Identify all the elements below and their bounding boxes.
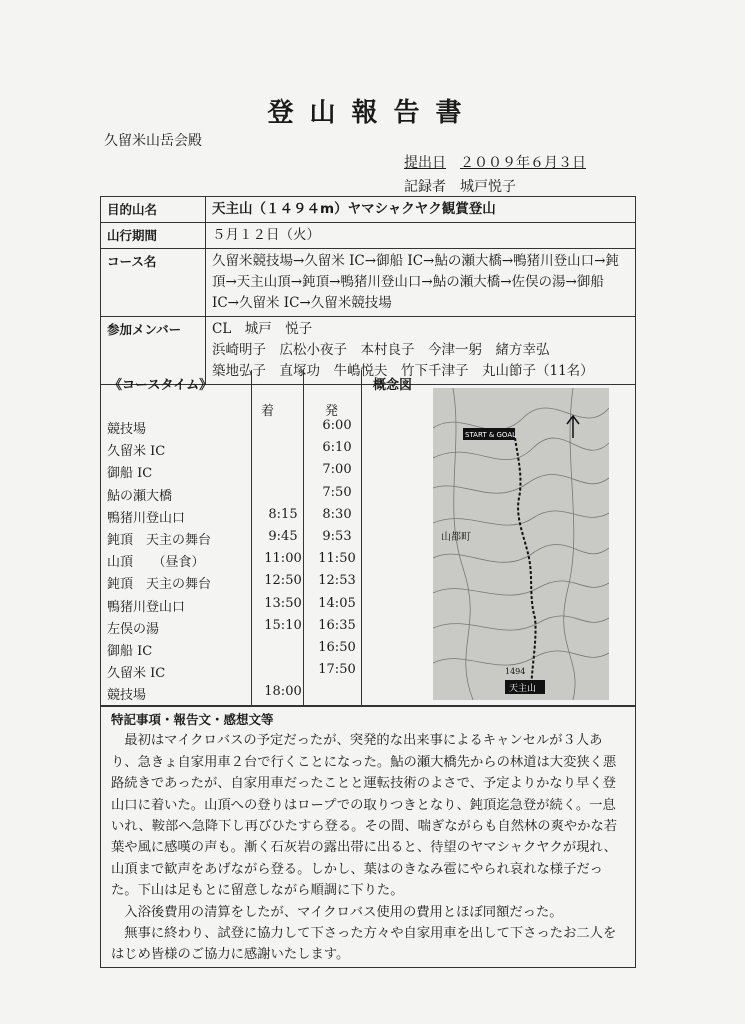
depart-time: 12:53 bbox=[318, 573, 356, 589]
route-map bbox=[433, 388, 609, 700]
page-title: 登山報告書 bbox=[267, 98, 478, 128]
start-label: START & GOAL bbox=[465, 431, 517, 439]
course-time-row bbox=[107, 529, 357, 551]
recorder-name: 城戸悦子 bbox=[460, 179, 516, 195]
depart-time: 7:50 bbox=[322, 484, 352, 500]
period-label: 山行期間 bbox=[101, 223, 206, 249]
submission-date bbox=[404, 152, 600, 172]
period-row bbox=[101, 223, 636, 249]
depart-time: 6:10 bbox=[322, 440, 352, 456]
depart-time: 16:35 bbox=[318, 617, 356, 633]
members-label: 参加メンバー bbox=[101, 317, 206, 385]
depart-time: 17:50 bbox=[318, 662, 356, 678]
depart-time: 7:00 bbox=[322, 462, 352, 478]
course-time-row bbox=[107, 684, 357, 706]
course-time-row bbox=[107, 485, 357, 507]
notes-paragraph: 最初はマイクロバスの予定だったが、突発的な出来事によるキャンセルが３人あり、急きょ自家用車２台で行くことになった。鮎の瀬大橋先からの林道は大変狭く悪路続きであったが、自家用車だったことと運転技術のよさで、予定よりかなり早く登山口に着いた。山頂への登りはロープでの取りつきとなり、鈍頂迄急登が続く。一息いれ、鞍部へ急降下し再びひたすら登る。その間、喘ぎながらも自然林の爽やかな若葉や風に感嘆の声も。漸く石灰岩の露出帯に出ると、待望のヤマシャクヤクが現れ、山頂まで歓声をあげながら登る。しかし、葉はのきなみ雹にやられ哀れな様子だった。下山は足もとに留意しながら順調に下りた。 bbox=[111, 733, 618, 899]
stop-name: 久留米 IC bbox=[107, 444, 166, 460]
arrive-time: 11:00 bbox=[264, 551, 302, 567]
notes-paragraph: 入浴後費用の清算をしたが、マイクロバス使用の費用とほぼ同額だった。 bbox=[124, 904, 563, 920]
arrive-time: 9:45 bbox=[268, 529, 298, 544]
arrive-time: 8:15 bbox=[268, 506, 298, 522]
stop-name: 左俣の湯 bbox=[107, 621, 160, 637]
course-time-row bbox=[107, 596, 357, 618]
course-time-row bbox=[107, 618, 357, 640]
members-line: CL 城戸 悦子 bbox=[212, 321, 313, 337]
map-label: 概念図 bbox=[373, 378, 413, 393]
peak-label: 天主山 bbox=[509, 684, 537, 694]
course-row bbox=[101, 249, 636, 317]
mountain-label: 目的山名 bbox=[101, 197, 206, 223]
members-line: 浜崎明子 広松小夜子 本村良子 今津一躬 緒方幸弘 bbox=[212, 342, 550, 358]
depart-header: 発 bbox=[325, 404, 339, 419]
notes-title: 特記事項・報告文・感想文等 bbox=[111, 712, 274, 727]
arrive-time: 18:00 bbox=[264, 684, 302, 700]
stop-name: 鮎の瀬大橋 bbox=[107, 488, 173, 504]
course-time-row bbox=[107, 662, 357, 684]
submitted-label: 提出日 bbox=[404, 155, 446, 171]
recorder bbox=[404, 176, 530, 196]
course-time-row bbox=[107, 551, 357, 573]
stop-name: 山頂 （昼食） bbox=[107, 555, 205, 571]
depart-time: 16:50 bbox=[318, 640, 356, 655]
stop-name: 鴨猪川登山口 bbox=[107, 599, 186, 615]
addressee: 久留米山岳会殿 bbox=[104, 133, 202, 149]
course-time-row bbox=[107, 507, 357, 529]
depart-time: 9:53 bbox=[322, 529, 352, 544]
depart-time: 14:05 bbox=[318, 595, 356, 611]
notes-section bbox=[100, 706, 636, 968]
stop-name: 鈍頂 天主の舞台 bbox=[107, 533, 212, 548]
members-line: 築地弘子 直塚功 牛嶋悦夫 竹下千津子 丸山節子（11名） bbox=[212, 363, 594, 379]
arrive-header: 着 bbox=[261, 404, 275, 419]
depart-time: 11:50 bbox=[318, 551, 356, 567]
course-time-section bbox=[100, 370, 636, 706]
mountain-row bbox=[101, 197, 636, 223]
submitted-date: ２００９年６月３日 bbox=[460, 155, 586, 171]
map-background bbox=[433, 388, 609, 700]
stop-name: 御船 IC bbox=[107, 644, 153, 659]
area-label: 山都町 bbox=[441, 532, 471, 543]
depart-time: 8:30 bbox=[322, 506, 352, 522]
course-time-row bbox=[107, 462, 357, 484]
course-label: コース名 bbox=[101, 249, 206, 317]
stop-name: 競技場 bbox=[107, 688, 147, 704]
stop-name: 鈍頂 天主の舞台 bbox=[107, 577, 212, 593]
summit-elevation: 1494 bbox=[505, 667, 526, 676]
arrive-time: 12:50 bbox=[264, 573, 302, 589]
course-time-row bbox=[107, 573, 357, 595]
stop-name: 鴨猪川登山口 bbox=[107, 510, 186, 526]
course-time-title: 《コースタイム》 bbox=[109, 378, 213, 393]
stop-name: 御船 IC bbox=[107, 466, 153, 482]
recorder-label: 記録者 bbox=[404, 179, 446, 195]
notes-paragraph: 無事に終わり、試登に協力して下さった方々や自家用車を出して下さったお二人をはじめ皆様のご協力に感謝いたします。 bbox=[111, 926, 617, 963]
info-table bbox=[100, 196, 636, 385]
course-time-row bbox=[107, 418, 357, 440]
course-time-row bbox=[107, 440, 357, 462]
period-value: ５月１２日（火） bbox=[206, 223, 636, 249]
depart-time: 6:00 bbox=[322, 418, 352, 433]
course-value: 久留米競技場→久留米 IC→御船 IC→鮎の瀬大橋→鴨猪川登山口→鈍頂→天主山頂→鈍頂→鴨猪川登山口→鮎の瀬大橋→佐俣の湯→御船 IC→久留米 IC→久留米競技場 bbox=[206, 249, 636, 317]
course-time-row bbox=[107, 640, 357, 662]
mountain-value: 天主山（１４９４m）ヤマシャクヤク観賞登山 bbox=[206, 197, 636, 223]
arrive-time: 15:10 bbox=[264, 617, 302, 633]
arrive-time: 13:50 bbox=[264, 595, 302, 611]
stop-name: 久留米 IC bbox=[107, 666, 166, 682]
stop-name: 競技場 bbox=[107, 422, 147, 437]
